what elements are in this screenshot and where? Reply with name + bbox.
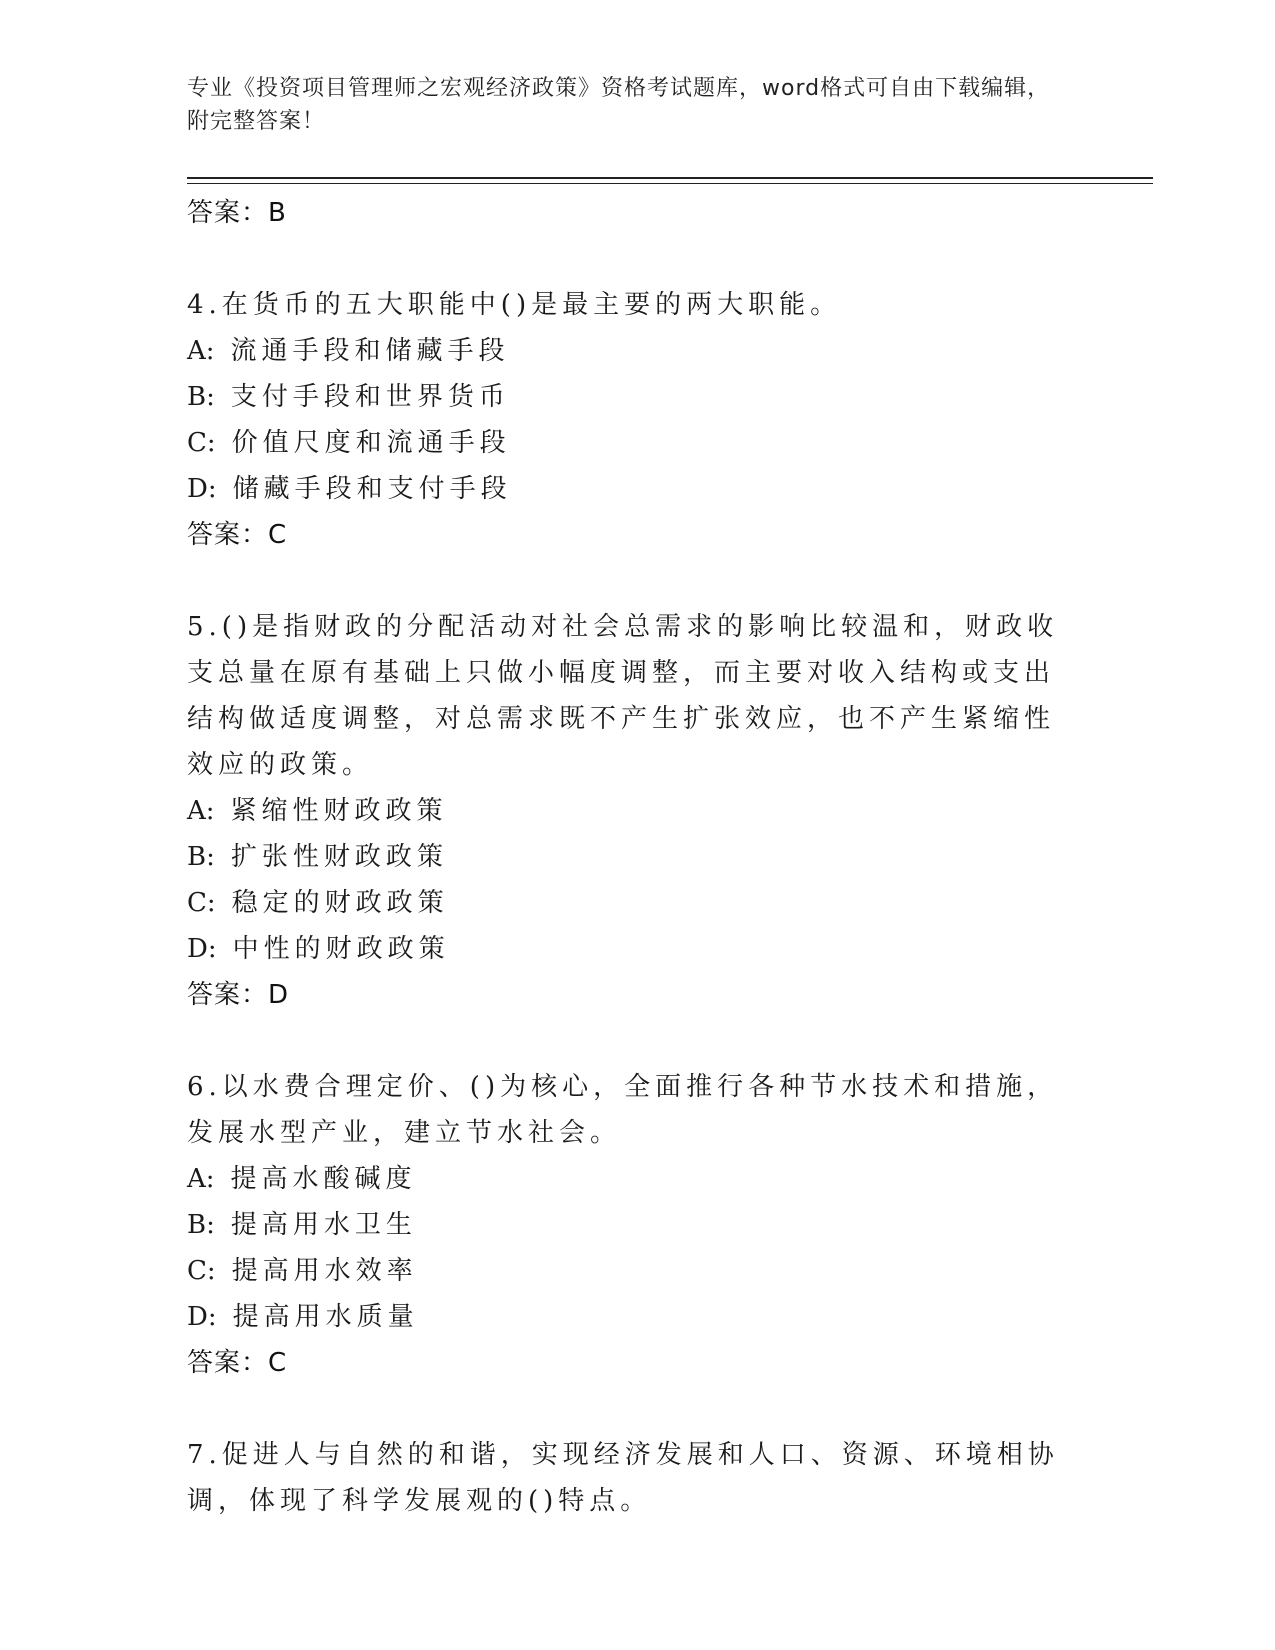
option-text: 提高用水卫生 <box>230 1210 417 1240</box>
option-letter: B <box>187 842 207 872</box>
option-text: 稳定的财政政策 <box>231 888 449 918</box>
answer-line <box>187 1340 1067 1386</box>
question-list <box>187 190 1067 1524</box>
option-letter: C <box>187 1256 207 1286</box>
question-stem: 6.以水费合理定价、()为核心，全面推行各种节水技术和措施，发展水型产业，建立节水社会。 <box>187 1072 1059 1148</box>
option-b: B: 提高用水卫生 <box>187 1210 417 1240</box>
question-block <box>187 1064 1067 1386</box>
option-text: 价值尺度和流通手段 <box>231 428 511 458</box>
option-c: C: 价值尺度和流通手段 <box>187 428 511 458</box>
option-letter: D <box>187 1302 208 1332</box>
option-letter: A <box>187 1164 206 1194</box>
option-letter: B <box>187 1210 207 1240</box>
question-stem: 4.在货币的五大职能中()是最主要的两大职能。 <box>187 290 842 320</box>
answer-line <box>187 972 1067 1018</box>
option-text: 紧缩性财政政策 <box>230 796 448 826</box>
option-c: C: 稳定的财政政策 <box>187 888 449 918</box>
answer-line <box>187 190 1067 236</box>
answer-label: 答案： <box>187 1348 269 1378</box>
answer-value: D <box>268 980 290 1010</box>
option-letter: A <box>187 336 206 366</box>
option-letter: D <box>187 474 208 504</box>
option-b: B: 支付手段和世界货币 <box>187 382 510 412</box>
option-a: A: 紧缩性财政政策 <box>187 796 448 826</box>
option-c: C: 提高用水效率 <box>187 1256 418 1286</box>
option-a: A: 流通手段和储藏手段 <box>187 336 510 366</box>
option-letter: B <box>187 382 207 412</box>
option-letter: C <box>187 428 207 458</box>
option-text: 储藏手段和支付手段 <box>232 474 512 504</box>
question-block <box>187 282 1067 558</box>
answer-value: B <box>268 198 287 228</box>
option-text: 支付手段和世界货币 <box>230 382 510 412</box>
option-b: B: 扩张性财政政策 <box>187 842 448 872</box>
option-text: 扩张性财政政策 <box>230 842 448 872</box>
option-d: D: 提高用水质量 <box>187 1302 419 1332</box>
question-block <box>187 1432 1067 1524</box>
option-text: 提高水酸碱度 <box>230 1164 417 1194</box>
answer-label: 答案： <box>187 198 269 228</box>
option-letter: A <box>187 796 206 826</box>
document-header: 专业《投资项目管理师之宏观经济政策》资格考试题库，word格式可自由下载编辑，附完整答案！ <box>187 76 1051 134</box>
option-d: D: 中性的财政政策 <box>187 934 450 964</box>
answer-label: 答案： <box>187 520 269 550</box>
option-a: A: 提高水酸碱度 <box>187 1164 417 1194</box>
answer-value: C <box>268 520 288 550</box>
answer-value: C <box>268 1348 288 1378</box>
option-letter: C <box>187 888 207 918</box>
option-text: 流通手段和储藏手段 <box>230 336 510 366</box>
option-text: 提高用水质量 <box>232 1302 419 1332</box>
option-d: D: 储藏手段和支付手段 <box>187 474 512 504</box>
option-text: 提高用水效率 <box>231 1256 418 1286</box>
question-stem: 5.()是指财政的分配活动对社会总需求的影响比较温和，财政收支总量在原有基础上只做小幅度调整，而主要对收入结构或支出结构做适度调整，对总需求既不产生扩张效应，也不产生紧缩性效应的政策。 <box>187 612 1059 780</box>
question-block <box>187 604 1067 1018</box>
option-text: 中性的财政政策 <box>232 934 450 964</box>
header-rule-thick <box>187 177 1153 179</box>
option-letter: D <box>187 934 208 964</box>
question-stem: 7.促进人与自然的和谐，实现经济发展和人口、资源、环境相协调，体现了科学发展观的()特点。 <box>187 1440 1059 1516</box>
answer-line <box>187 512 1067 558</box>
header-rule-thin <box>187 183 1153 184</box>
answer-label: 答案： <box>187 980 269 1010</box>
